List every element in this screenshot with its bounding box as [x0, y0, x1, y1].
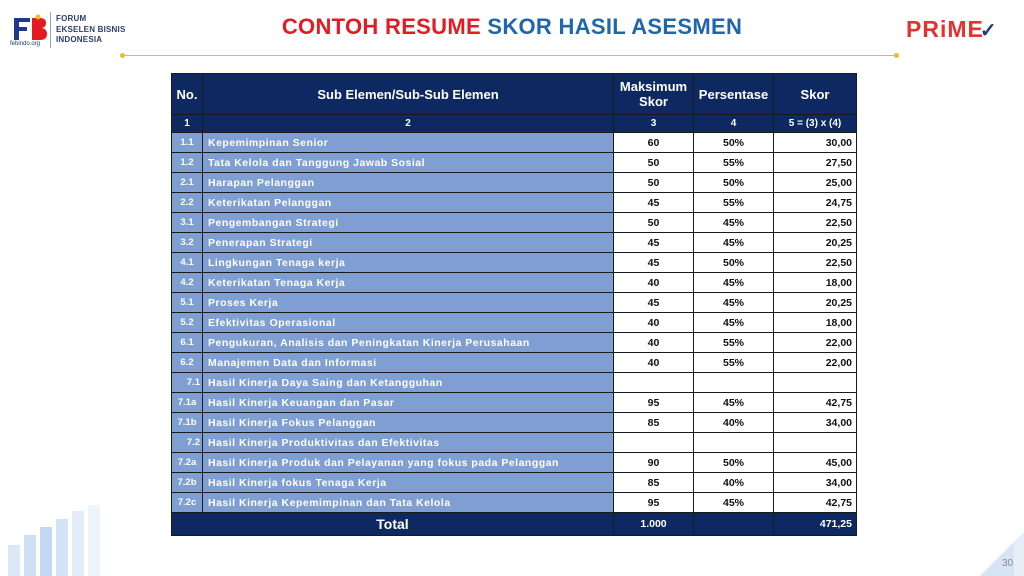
table-row [172, 413, 857, 433]
table-index-row [172, 115, 857, 133]
row-max-score [614, 373, 694, 393]
row-number: 1.2 [172, 153, 203, 173]
row-element-name: Harapan Pelanggan [203, 173, 614, 193]
title-part-blue: SKOR HASIL ASESMEN [487, 14, 743, 39]
total-label: Total [172, 513, 614, 536]
row-element-name: Hasil Kinerja Produktivitas dan Efektivitas [203, 433, 614, 453]
title-part-red: CONTOH RESUME [281, 14, 481, 39]
header-percentage: Persentase [694, 74, 774, 115]
prime-logo [906, 16, 998, 43]
row-percentage: 50% [694, 453, 774, 473]
row-number: 2.1 [172, 173, 203, 193]
row-percentage: 40% [694, 413, 774, 433]
page-number: 30 [1002, 558, 1014, 569]
table-row [172, 353, 857, 373]
row-element-name: Proses Kerja [203, 293, 614, 313]
table-row [172, 233, 857, 253]
row-number: 7.2c [172, 493, 203, 513]
row-number: 3.1 [172, 213, 203, 233]
table-row [172, 173, 857, 193]
row-percentage: 55% [694, 153, 774, 173]
table-row [172, 493, 857, 513]
row-element-name: Keterikatan Pelanggan [203, 193, 614, 213]
table-row [172, 393, 857, 413]
row-percentage: 45% [694, 393, 774, 413]
row-max-score: 50 [614, 153, 694, 173]
table-row [172, 273, 857, 293]
row-number: 2.2 [172, 193, 203, 213]
table-row [172, 453, 857, 473]
row-max-score: 45 [614, 233, 694, 253]
row-max-score: 40 [614, 333, 694, 353]
row-number: 7.2b [172, 473, 203, 493]
table-row [172, 213, 857, 233]
logo-line-2: EKSELEN BISNIS [56, 24, 126, 34]
table-row [172, 153, 857, 173]
row-element-name: Hasil Kinerja Fokus Pelanggan [203, 413, 614, 433]
row-score: 34,00 [774, 413, 857, 433]
header-max-line-1: Maksimum [619, 79, 688, 94]
table-row [172, 313, 857, 333]
header-score: Skor [774, 74, 857, 115]
row-max-score: 45 [614, 293, 694, 313]
row-element-name: Pengukuran, Analisis dan Peningkatan Kinerja Perusahaan [203, 333, 614, 353]
logo-line-1: FORUM [56, 14, 87, 23]
row-score: 22,50 [774, 253, 857, 273]
row-max-score [614, 433, 694, 453]
header-max-line-2: Skor [639, 94, 668, 109]
score-table [171, 73, 857, 536]
row-percentage: 50% [694, 173, 774, 193]
total-percentage [694, 513, 774, 536]
row-number: 7.1b [172, 413, 203, 433]
row-score: 18,00 [774, 273, 857, 293]
row-number: 5.2 [172, 313, 203, 333]
row-element-name: Penerapan Strategi [203, 233, 614, 253]
logo-site-text: febindo.org [10, 41, 41, 47]
row-element-name: Pengembangan Strategi [203, 213, 614, 233]
row-percentage: 55% [694, 353, 774, 373]
table-row [172, 373, 857, 393]
row-number: 1.1 [172, 133, 203, 153]
row-element-name: Hasil Kinerja Produk dan Pelayanan yang fokus pada Pelanggan [203, 453, 614, 473]
row-score: 42,75 [774, 393, 857, 413]
index-max: 3 [614, 115, 694, 133]
row-number: 6.1 [172, 333, 203, 353]
row-percentage: 45% [694, 493, 774, 513]
table-row [172, 193, 857, 213]
row-max-score: 85 [614, 473, 694, 493]
row-number: 6.2 [172, 353, 203, 373]
header-no: No. [172, 74, 203, 115]
row-score: 22,00 [774, 353, 857, 373]
row-max-score: 95 [614, 393, 694, 413]
row-score: 20,25 [774, 233, 857, 253]
row-score: 25,00 [774, 173, 857, 193]
row-percentage: 45% [694, 293, 774, 313]
row-score: 27,50 [774, 153, 857, 173]
row-score [774, 433, 857, 453]
table-row [172, 293, 857, 313]
row-score: 42,75 [774, 493, 857, 513]
table-row [172, 253, 857, 273]
row-number: 7.1a [172, 393, 203, 413]
slide-title [0, 14, 1024, 40]
row-score: 30,00 [774, 133, 857, 153]
row-max-score: 45 [614, 193, 694, 213]
row-score [774, 373, 857, 393]
logo-line-3: INDONESIA [56, 35, 103, 44]
total-max-score: 1.000 [614, 513, 694, 536]
row-max-score: 95 [614, 493, 694, 513]
row-percentage: 50% [694, 133, 774, 153]
row-percentage: 45% [694, 233, 774, 253]
row-percentage [694, 433, 774, 453]
row-score: 22,00 [774, 333, 857, 353]
table-header-row [172, 74, 857, 115]
row-percentage: 45% [694, 273, 774, 293]
row-percentage: 45% [694, 313, 774, 333]
row-max-score: 40 [614, 353, 694, 373]
row-max-score: 50 [614, 213, 694, 233]
table-row [172, 133, 857, 153]
row-number: 4.2 [172, 273, 203, 293]
total-row [172, 513, 857, 536]
table-row [172, 473, 857, 493]
row-percentage: 50% [694, 253, 774, 273]
row-percentage: 45% [694, 213, 774, 233]
row-element-name: Tata Kelola dan Tanggung Jawab Sosial [203, 153, 614, 173]
total-score: 471,25 [774, 513, 857, 536]
row-max-score: 85 [614, 413, 694, 433]
row-element-name: Hasil Kinerja Kepemimpinan dan Tata Kelola [203, 493, 614, 513]
row-max-score: 50 [614, 173, 694, 193]
row-percentage: 55% [694, 333, 774, 353]
row-number: 5.1 [172, 293, 203, 313]
checkmark-icon: ✓ [979, 20, 998, 42]
row-element-name: Hasil Kinerja Keuangan dan Pasar [203, 393, 614, 413]
header-element: Sub Elemen/Sub-Sub Elemen [203, 74, 614, 115]
underline-dot-right [894, 53, 899, 58]
row-percentage: 55% [694, 193, 774, 213]
corner-fold-graphic [980, 532, 1024, 576]
row-number: 4.1 [172, 253, 203, 273]
row-max-score: 40 [614, 273, 694, 293]
underline-dot-left [120, 53, 125, 58]
row-number: 7.2 [172, 433, 203, 453]
index-no: 1 [172, 115, 203, 133]
row-element-name: Efektivitas Operasional [203, 313, 614, 333]
row-score: 45,00 [774, 453, 857, 473]
row-max-score: 90 [614, 453, 694, 473]
row-max-score: 40 [614, 313, 694, 333]
row-max-score: 60 [614, 133, 694, 153]
table-row [172, 333, 857, 353]
row-element-name: Lingkungan Tenaga kerja [203, 253, 614, 273]
row-element-name: Manajemen Data dan Informasi [203, 353, 614, 373]
row-score: 22,50 [774, 213, 857, 233]
title-underline [122, 55, 896, 56]
table-row [172, 433, 857, 453]
row-score: 34,00 [774, 473, 857, 493]
row-number: 3.2 [172, 233, 203, 253]
index-element: 2 [203, 115, 614, 133]
row-score: 18,00 [774, 313, 857, 333]
decorative-bars-graphic [6, 505, 106, 576]
row-element-name: Keterikatan Tenaga Kerja [203, 273, 614, 293]
row-score: 24,75 [774, 193, 857, 213]
row-max-score: 45 [614, 253, 694, 273]
row-percentage: 40% [694, 473, 774, 493]
header-max-score [614, 74, 694, 115]
row-percentage [694, 373, 774, 393]
row-element-name: Hasil Kinerja fokus Tenaga Kerja [203, 473, 614, 493]
index-pct: 4 [694, 115, 774, 133]
row-element-name: Kepemimpinan Senior [203, 133, 614, 153]
row-element-name: Hasil Kinerja Daya Saing dan Ketangguhan [203, 373, 614, 393]
row-number: 7.2a [172, 453, 203, 473]
prime-logo-text: PRiME [906, 16, 984, 42]
row-number: 7.1 [172, 373, 203, 393]
index-score: 5 = (3) x (4) [774, 115, 857, 133]
row-score: 20,25 [774, 293, 857, 313]
